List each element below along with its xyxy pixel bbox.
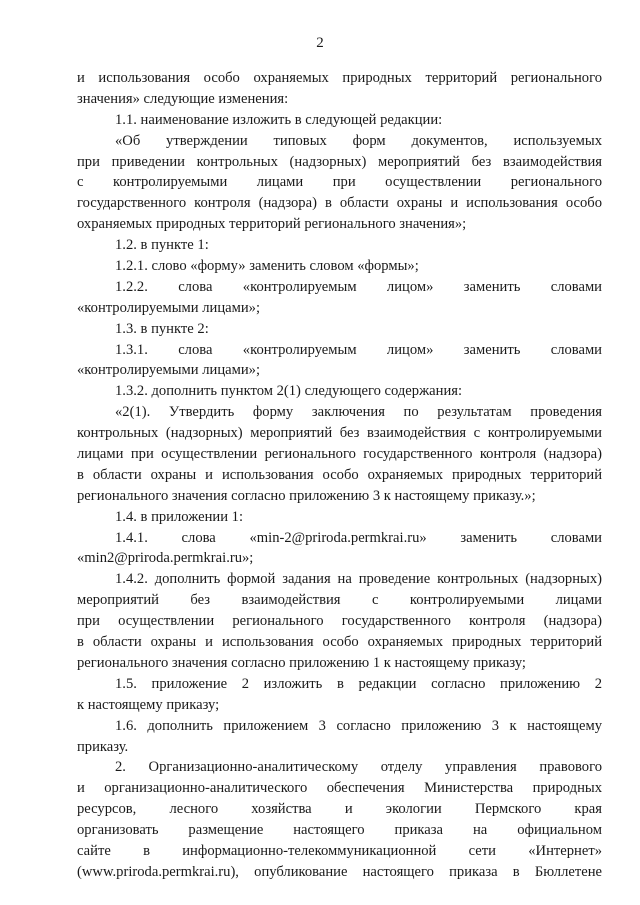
page-number: 2 [316,35,324,51]
text-line: при осуществлении регионального государственного контроля (надзора) [77,613,602,630]
text-line: 1.3.1. слова «контролируемым лицом» заменить словами [115,341,602,358]
text-line: 1.4. в приложении 1: [115,508,244,525]
text-line: 1.3. в пункте 2: [115,320,209,337]
text-line: 1.1. наименование изложить в следующей редакции: [115,111,443,128]
text-line: 1.4.2. дополнить формой задания на проведение контрольных (надзорных) [115,571,602,588]
text-line: и использования особо охраняемых природных территорий регионального [77,70,602,86]
text-line: «2(1). Утвердить форму заключения по результатам проведения [115,404,602,421]
text-line: «контролируемыми лицами»; [77,362,260,379]
text-line: организовать размещение настоящего приказа на официальном [77,822,602,839]
text-line: 1.4.1. слова «min-2@priroda.permkrai.ru» заменить словами [115,529,602,546]
text-line: 1.5. приложение 2 изложить в редакции согласно приложению 2 [115,675,602,692]
text-line: и организационно-аналитического обеспечения Министерства природных [77,780,602,797]
text-line: в области охраны и использования особо охраняемых природных территорий [77,466,602,483]
document-body [77,68,602,883]
text-line: приказу. [77,738,129,755]
text-line: (www.priroda.permkrai.ru), опубликование настоящего приказа в Бюллетене [77,863,602,880]
text-line: 1.2.1. слово «форму» заменить словом «формы»; [115,258,419,275]
text-line: 1.6. дополнить приложением 3 согласно приложению 3 к настоящему [115,717,602,734]
text-line: ресурсов, лесного хозяйства и экологии Пермского края [77,801,602,818]
text-line: значения» следующие изменения: [77,90,289,107]
text-line: «Об утверждении типовых форм документов, используемых [115,132,602,149]
text-line: контрольных (надзорных) мероприятий без взаимодействия с контролируемыми [77,425,602,442]
text-line: регионального значения согласно приложению 1 к настоящему приказу; [77,654,526,671]
text-line: в области охраны и использования особо охраняемых природных территорий [77,634,602,651]
text-line: 2. Организационно-аналитическому отделу управления правового [115,759,602,776]
text-line: к настоящему приказу; [77,696,220,713]
text-line: при приведении контрольных (надзорных) мероприятий без взаимодействия [77,153,602,170]
text-line: государственного контроля (надзора) в области охраны и использования особо [77,195,602,212]
text-line: лицами при осуществлении регионального государственного контроля (надзора) [77,446,602,463]
text-line: 1.2. в пункте 1: [115,237,209,254]
text-line: с контролируемыми лицами при осуществлении регионального [77,174,602,191]
text-line: мероприятий без взаимодействия с контролируемыми лицами [77,592,602,609]
text-line: «контролируемыми лицами»; [77,299,260,316]
text-line: регионального значения согласно приложению 3 к настоящему приказу.»; [77,487,536,504]
text-line: охраняемых природных территорий регионального значения»; [77,216,467,233]
text-line: «min2@priroda.permkrai.ru»; [77,550,254,567]
text-line: 1.3.2. дополнить пунктом 2(1) следующего содержания: [115,383,463,400]
text-line: 1.2.2. слова «контролируемым лицом» заменить словами [115,278,602,295]
text-line: сайте в информационно-телекоммуникационной сети «Интернет» [77,842,602,859]
